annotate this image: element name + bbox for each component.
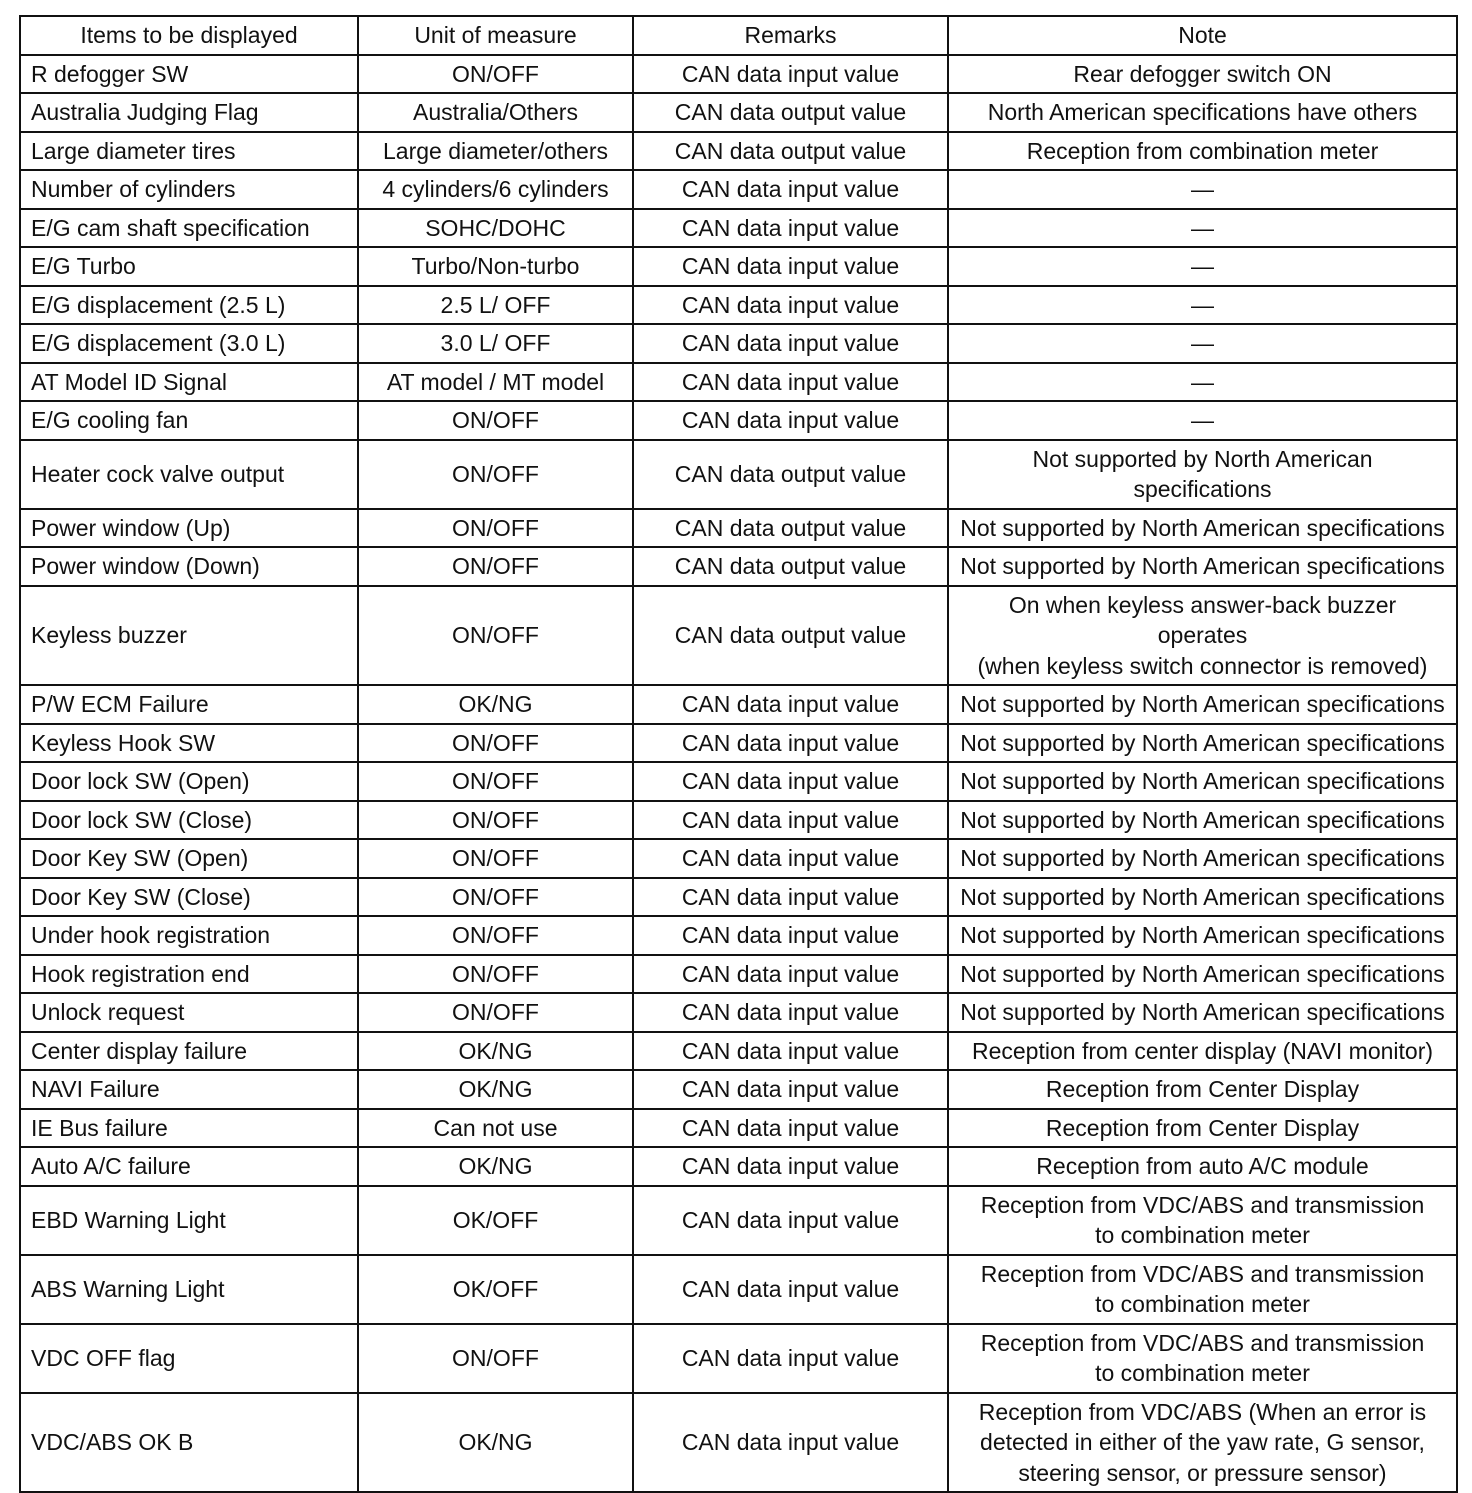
table-row <box>20 547 1457 586</box>
item-cell: E/G cooling fan <box>20 401 358 440</box>
can-data-table <box>19 15 1458 1493</box>
remarks-cell: CAN data input value <box>633 762 948 801</box>
item-cell: ABS Warning Light <box>20 1255 358 1324</box>
remarks-cell: CAN data input value <box>633 1393 948 1493</box>
note-line: Reception from combination meter <box>1026 137 1379 164</box>
item-cell: EBD Warning Light <box>20 1186 358 1255</box>
note-line: Rear defogger switch ON <box>1073 60 1332 87</box>
unit-cell: 4 cylinders/6 cylinders <box>358 170 633 209</box>
unit-cell: ON/OFF <box>358 993 633 1032</box>
remarks-cell: CAN data input value <box>633 916 948 955</box>
note-line: Reception from VDC/ABS and transmission <box>980 1260 1425 1287</box>
note-line: operates <box>1157 622 1248 648</box>
header-remarks: Remarks <box>633 16 948 55</box>
note-line: Not supported by North American specifications <box>960 514 1445 541</box>
table-row <box>20 209 1457 248</box>
unit-cell: Large diameter/others <box>358 132 633 171</box>
item-cell: VDC/ABS OK B <box>20 1393 358 1493</box>
remarks-cell: CAN data input value <box>633 209 948 248</box>
table-header <box>20 16 1457 55</box>
note-line: Reception from VDC/ABS (When an error is <box>978 1398 1427 1425</box>
note-cell <box>948 247 1457 286</box>
note-line: Reception from center display (NAVI monitor) <box>971 1037 1434 1064</box>
remarks-cell: CAN data input value <box>633 286 948 325</box>
note-line: Reception from VDC/ABS and transmission <box>980 1329 1425 1356</box>
unit-cell: SOHC/DOHC <box>358 209 633 248</box>
note-cell <box>948 55 1457 94</box>
remarks-cell: CAN data input value <box>633 401 948 440</box>
item-cell: Door lock SW (Open) <box>20 762 358 801</box>
item-cell: Power window (Down) <box>20 547 358 586</box>
table-row <box>20 1032 1457 1071</box>
remarks-cell: CAN data input value <box>633 685 948 724</box>
unit-cell: 2.5 L/ OFF <box>358 286 633 325</box>
note-line: Not supported by North American specifications <box>960 806 1445 833</box>
note-line: Reception from Center Display <box>1045 1114 1360 1141</box>
item-cell: Under hook registration <box>20 916 358 955</box>
unit-cell: Can not use <box>358 1109 633 1148</box>
note-cell <box>948 993 1457 1032</box>
unit-cell: ON/OFF <box>358 762 633 801</box>
note-line: Reception from Center Display <box>1045 1076 1360 1102</box>
remarks-cell: CAN data output value <box>633 93 948 132</box>
unit-cell: OK/NG <box>358 1070 633 1109</box>
item-cell: IE Bus failure <box>20 1109 358 1148</box>
item-cell: E/G cam shaft specification <box>20 209 358 248</box>
note-cell <box>948 685 1457 724</box>
table-row <box>20 685 1457 724</box>
remarks-cell: CAN data input value <box>633 1324 948 1393</box>
table-row <box>20 286 1457 325</box>
item-cell: E/G Turbo <box>20 247 358 286</box>
item-cell: Door lock SW (Close) <box>20 801 358 840</box>
note-cell <box>948 586 1457 686</box>
unit-cell: OK/NG <box>358 1393 633 1493</box>
table-row <box>20 993 1457 1032</box>
note-cell <box>948 401 1457 440</box>
unit-cell: ON/OFF <box>358 440 633 509</box>
remarks-cell: CAN data output value <box>633 586 948 686</box>
item-cell: R defogger SW <box>20 55 358 94</box>
note-line: — <box>1191 330 1214 356</box>
note-line: Not supported by North American specifications <box>960 729 1445 756</box>
remarks-cell: CAN data input value <box>633 1032 948 1071</box>
table-row <box>20 801 1457 840</box>
remarks-cell: CAN data input value <box>633 878 948 917</box>
note-line: detected in either of the yaw rate, G sensor, <box>980 1429 1425 1455</box>
table-row <box>20 1393 1457 1493</box>
header-note: Note <box>948 16 1457 55</box>
note-cell <box>948 1324 1457 1393</box>
unit-cell: Turbo/Non-turbo <box>358 247 633 286</box>
item-cell: Number of cylinders <box>20 170 358 209</box>
item-cell: Auto A/C failure <box>20 1147 358 1186</box>
note-cell <box>948 762 1457 801</box>
item-cell: Large diameter tires <box>20 132 358 171</box>
note-line: Not supported by North American specifications <box>960 883 1445 910</box>
unit-cell: ON/OFF <box>358 509 633 548</box>
unit-cell: ON/OFF <box>358 724 633 763</box>
note-cell <box>948 324 1457 363</box>
table-row <box>20 509 1457 548</box>
item-cell: Australia Judging Flag <box>20 93 358 132</box>
table-body <box>20 55 1457 1493</box>
table-row <box>20 916 1457 955</box>
unit-cell: Australia/Others <box>358 93 633 132</box>
remarks-cell: CAN data input value <box>633 363 948 402</box>
remarks-cell: CAN data output value <box>633 440 948 509</box>
remarks-cell: CAN data input value <box>633 170 948 209</box>
remarks-cell: CAN data input value <box>633 1255 948 1324</box>
table-row <box>20 363 1457 402</box>
note-line: Not supported by North American specifications <box>960 691 1445 717</box>
note-line: to combination meter <box>1095 1360 1310 1386</box>
remarks-cell: CAN data input value <box>633 324 948 363</box>
item-cell: NAVI Failure <box>20 1070 358 1109</box>
table-row <box>20 955 1457 994</box>
note-cell <box>948 724 1457 763</box>
note-line: — <box>1191 176 1214 202</box>
note-line: steering sensor, or pressure sensor) <box>1018 1459 1387 1486</box>
note-cell <box>948 1109 1457 1148</box>
table-row <box>20 1186 1457 1255</box>
note-line: to combination meter <box>1095 1291 1310 1317</box>
remarks-cell: CAN data input value <box>633 955 948 994</box>
remarks-cell: CAN data input value <box>633 55 948 94</box>
unit-cell: ON/OFF <box>358 55 633 94</box>
note-cell <box>948 878 1457 917</box>
unit-cell: OK/OFF <box>358 1255 633 1324</box>
header-row <box>20 16 1457 55</box>
note-line: Not supported by North American specifications <box>960 768 1445 794</box>
header-unit: Unit of measure <box>358 16 633 55</box>
unit-cell: OK/NG <box>358 685 633 724</box>
table-row <box>20 247 1457 286</box>
note-cell <box>948 170 1457 209</box>
note-line: Reception from VDC/ABS and transmission <box>980 1191 1425 1218</box>
unit-cell: OK/OFF <box>358 1186 633 1255</box>
table-row <box>20 1109 1457 1148</box>
table-row <box>20 762 1457 801</box>
note-line: On when keyless answer-back buzzer <box>1008 591 1397 618</box>
table-row <box>20 440 1457 509</box>
note-line: Not supported by North American specifications <box>960 960 1445 987</box>
unit-cell: OK/NG <box>358 1147 633 1186</box>
item-cell: Unlock request <box>20 993 358 1032</box>
item-cell: E/G displacement (2.5 L) <box>20 286 358 325</box>
table-row <box>20 1255 1457 1324</box>
table-row <box>20 170 1457 209</box>
table-row <box>20 55 1457 94</box>
remarks-cell: CAN data output value <box>633 132 948 171</box>
note-line: Not supported by North American specifications <box>960 553 1445 579</box>
unit-cell: ON/OFF <box>358 547 633 586</box>
table-row <box>20 401 1457 440</box>
note-cell <box>948 801 1457 840</box>
note-cell <box>948 1255 1457 1324</box>
table-row <box>20 1070 1457 1109</box>
note-line: Not supported by North American specifications <box>960 999 1445 1025</box>
note-line: Not supported by North American specifications <box>960 922 1445 948</box>
remarks-cell: CAN data input value <box>633 1186 948 1255</box>
remarks-cell: CAN data input value <box>633 801 948 840</box>
table-row <box>20 878 1457 917</box>
item-cell: Keyless buzzer <box>20 586 358 686</box>
remarks-cell: CAN data output value <box>633 509 948 548</box>
table-row <box>20 93 1457 132</box>
item-cell: Center display failure <box>20 1032 358 1071</box>
table-row <box>20 1324 1457 1393</box>
note-cell <box>948 132 1457 171</box>
note-cell <box>948 440 1457 509</box>
unit-cell: 3.0 L/ OFF <box>358 324 633 363</box>
note-line: — <box>1191 368 1214 395</box>
item-cell: Door Key SW (Open) <box>20 839 358 878</box>
note-cell <box>948 1186 1457 1255</box>
unit-cell: ON/OFF <box>358 1324 633 1393</box>
note-cell <box>948 363 1457 402</box>
remarks-cell: CAN data output value <box>633 547 948 586</box>
note-cell <box>948 916 1457 955</box>
item-cell: P/W ECM Failure <box>20 685 358 724</box>
note-line: (when keyless switch connector is removed) <box>977 652 1428 679</box>
note-cell <box>948 209 1457 248</box>
note-cell <box>948 1147 1457 1186</box>
note-cell <box>948 93 1457 132</box>
item-cell: Heater cock valve output <box>20 440 358 509</box>
note-line: specifications <box>1133 476 1272 502</box>
unit-cell: ON/OFF <box>358 401 633 440</box>
table-row <box>20 839 1457 878</box>
note-cell <box>948 509 1457 548</box>
unit-cell: AT model / MT model <box>358 363 633 402</box>
item-cell: Hook registration end <box>20 955 358 994</box>
header-items: Items to be displayed <box>20 16 358 55</box>
item-cell: VDC OFF flag <box>20 1324 358 1393</box>
note-cell <box>948 839 1457 878</box>
note-line: — <box>1191 214 1214 241</box>
note-line: to combination meter <box>1095 1222 1310 1248</box>
unit-cell: ON/OFF <box>358 916 633 955</box>
note-line: Not supported by North American <box>1032 445 1373 472</box>
unit-cell: ON/OFF <box>358 801 633 840</box>
item-cell: Door Key SW (Close) <box>20 878 358 917</box>
unit-cell: ON/OFF <box>358 586 633 686</box>
note-cell <box>948 1032 1457 1071</box>
remarks-cell: CAN data input value <box>633 1147 948 1186</box>
note-line: Not supported by North American specifications <box>960 845 1445 871</box>
note-cell <box>948 1393 1457 1493</box>
remarks-cell: CAN data input value <box>633 839 948 878</box>
item-cell: E/G displacement (3.0 L) <box>20 324 358 363</box>
table-row <box>20 132 1457 171</box>
unit-cell: ON/OFF <box>358 839 633 878</box>
note-line: — <box>1191 291 1214 318</box>
remarks-cell: CAN data input value <box>633 993 948 1032</box>
note-cell <box>948 547 1457 586</box>
table-row <box>20 1147 1457 1186</box>
unit-cell: ON/OFF <box>358 878 633 917</box>
note-cell <box>948 1070 1457 1109</box>
note-line: Reception from auto A/C module <box>1036 1153 1369 1179</box>
table-row <box>20 586 1457 686</box>
remarks-cell: CAN data input value <box>633 1070 948 1109</box>
item-cell: Power window (Up) <box>20 509 358 548</box>
note-line: North American specifications have others <box>987 99 1418 125</box>
note-line: — <box>1191 407 1214 433</box>
note-cell <box>948 955 1457 994</box>
table-row <box>20 724 1457 763</box>
remarks-cell: CAN data input value <box>633 247 948 286</box>
item-cell: AT Model ID Signal <box>20 363 358 402</box>
item-cell: Keyless Hook SW <box>20 724 358 763</box>
unit-cell: OK/NG <box>358 1032 633 1071</box>
note-cell <box>948 286 1457 325</box>
table-row <box>20 324 1457 363</box>
remarks-cell: CAN data input value <box>633 724 948 763</box>
note-line: — <box>1191 253 1214 279</box>
unit-cell: ON/OFF <box>358 955 633 994</box>
remarks-cell: CAN data input value <box>633 1109 948 1148</box>
